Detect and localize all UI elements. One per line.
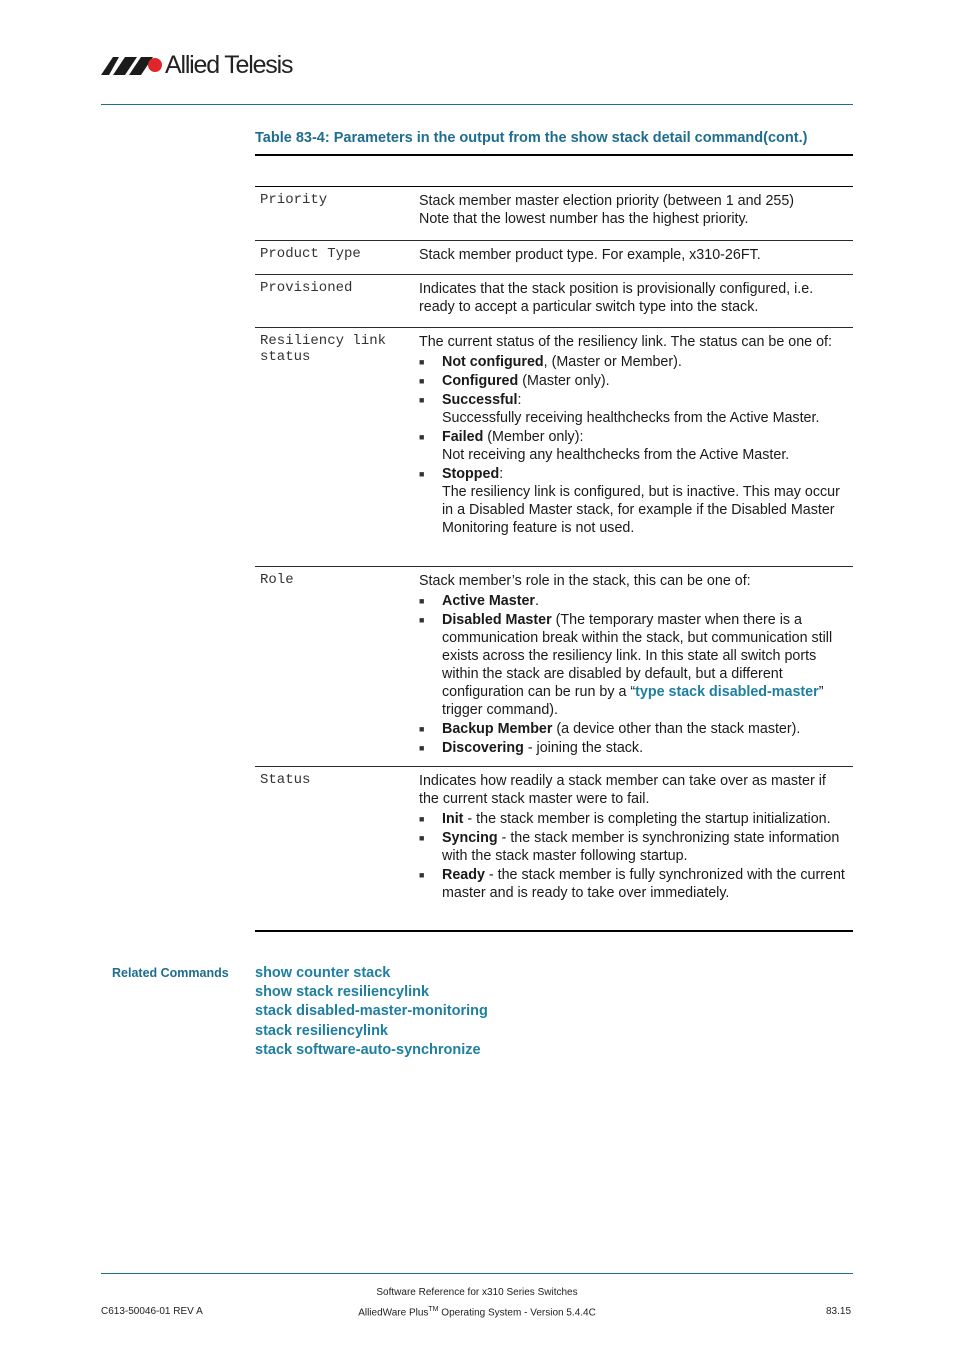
footer-page-number: 83.15 [826, 1306, 852, 1317]
type-stack-disabled-master-link[interactable]: type stack disabled-master [635, 684, 819, 700]
param-name: Role [260, 572, 294, 588]
table-row-provisioned [255, 275, 853, 328]
status-list [419, 353, 847, 537]
param-description [419, 246, 847, 264]
list-item: ■ Active Master. [419, 592, 847, 610]
logo-mark-icon [101, 55, 163, 75]
company-logo [101, 52, 301, 80]
related-command-link[interactable]: stack resiliencylink [255, 1022, 388, 1039]
description-intro: Indicates how readily a stack member can take over as master if the current stack master were to fail. [419, 773, 826, 807]
related-command-link[interactable]: show stack resiliencylink [255, 984, 430, 1001]
related-commands-label: Related Commands [112, 966, 229, 980]
list-item: ■ Successful: Successfully receiving healthchecks from the Active Master. [419, 391, 847, 427]
related-commands-list [255, 964, 488, 1060]
list-item: ■ Init - the stack member is completing the startup initialization. [419, 810, 847, 828]
param-description [419, 192, 847, 228]
logo-text: Allied Telesis [165, 51, 293, 79]
table-row-resiliency-link-status [255, 328, 853, 567]
description-line: Indicates that the stack position is provisionally configured, i.e. ready to accept a particular switch type into the stack. [419, 281, 814, 315]
param-description [419, 772, 847, 903]
list-item: ■ Not configured, (Master or Member). [419, 353, 847, 371]
table-row-role [255, 567, 853, 767]
description-intro: The current status of the resiliency link. The status can be one of: [419, 334, 832, 350]
footer-title: Software Reference for x310 Series Switches [376, 1287, 578, 1298]
list-item: ■ Stopped: The resiliency link is configured, but is inactive. This may occur in a Disabled Master stack, for example if the Disabled Master Monitoring feature is not used. [419, 465, 847, 537]
table-title-rule [255, 154, 853, 156]
param-name: Resiliency link status [260, 333, 387, 365]
param-name: Status [260, 772, 311, 788]
list-item: ■ Failed (Member only): Not receiving any healthchecks from the Active Master. [419, 428, 847, 464]
table-row-status [255, 767, 853, 932]
param-name: Product Type [260, 246, 361, 262]
footer-version: AlliedWare Plus™ Operating System - Version 5.4.4C [358, 1306, 596, 1319]
related-command-link[interactable]: stack disabled-master-monitoring [255, 1003, 488, 1020]
table-title: Table 83-4: Parameters in the output from the show stack detail command(cont.) [255, 130, 808, 146]
role-list [419, 592, 847, 757]
list-item: ■ Configured (Master only). [419, 372, 847, 390]
list-item: ■ Backup Member (a device other than the stack master). [419, 720, 847, 738]
list-item: ■ Syncing - the stack member is synchronizing state information with the stack master following startup. [419, 829, 847, 865]
description-line: Note that the lowest number has the highest priority. [419, 211, 749, 227]
list-item: ■ Ready - the stack member is fully synchronized with the current master and is ready to take over immediately. [419, 866, 847, 902]
param-name: Provisioned [260, 280, 353, 296]
header-rule [101, 104, 853, 105]
param-description [419, 572, 847, 758]
param-name: Priority [260, 192, 328, 208]
related-command-link[interactable]: show counter stack [255, 965, 391, 981]
description-line: Stack member product type. For example, x310-26FT. [419, 247, 761, 263]
list-item: ■ Discovering - joining the stack. [419, 739, 847, 757]
table-row-priority [255, 187, 853, 241]
description-line: Stack member master election priority (between 1 and 255) [419, 193, 795, 209]
description-intro: Stack member’s role in the stack, this can be one of: [419, 573, 751, 589]
list-item: ■ Disabled Master (The temporary master when there is a communication break within the stack, but communication still exists across the resiliency link. In this state all switch ports within the stack are disabled by default, but a different configuration can be run by a “type stack disabled-master” trigger command). [419, 611, 847, 719]
param-description [419, 333, 847, 538]
footer-doc-id: C613-50046-01 REV A [101, 1306, 203, 1317]
status-state-list [419, 810, 847, 902]
table-row-product-type [255, 241, 853, 275]
related-command-link[interactable]: stack software-auto-synchronize [255, 1041, 481, 1058]
footer-rule [101, 1273, 853, 1274]
param-description [419, 280, 847, 316]
